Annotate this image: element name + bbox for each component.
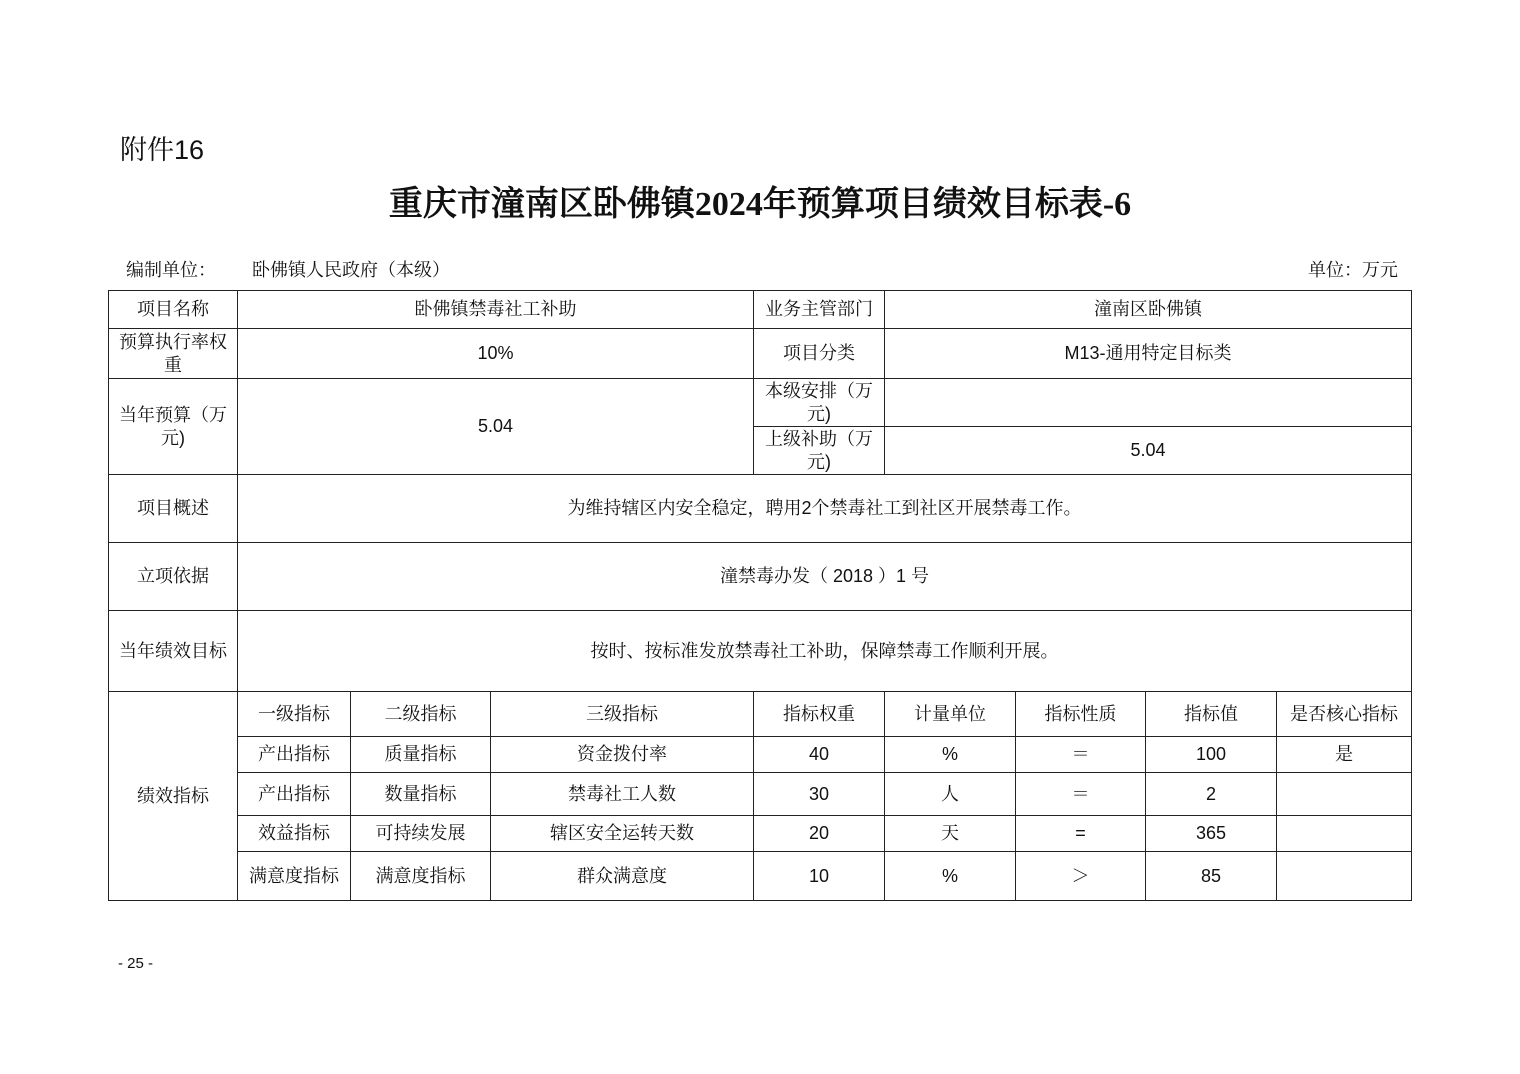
document-title: 重庆市潼南区卧佛镇2024年预算项目绩效目标表-6 xyxy=(388,186,1132,223)
indicator-cell: % xyxy=(885,737,1016,773)
performance-table xyxy=(108,290,1412,901)
indicator-header: 三级指标 xyxy=(491,692,754,737)
indicator-cell: % xyxy=(885,852,1016,901)
indicator-cell: 满意度指标 xyxy=(351,852,491,901)
indicator-cell: 30 xyxy=(754,773,885,816)
indicator-cell xyxy=(1277,816,1412,852)
category-value: M13-通用特定目标类 xyxy=(885,329,1412,379)
indicator-cell: 产出指标 xyxy=(238,737,351,773)
indicator-row xyxy=(109,773,1412,816)
indicator-cell: 资金拨付率 xyxy=(491,737,754,773)
budget-value: 5.04 xyxy=(238,379,754,475)
indicator-cell: 可持续发展 xyxy=(351,816,491,852)
project-name-value: 卧佛镇禁毒社工补助 xyxy=(238,291,754,329)
indicator-cell: 85 xyxy=(1146,852,1277,901)
org-label: 编制单位： xyxy=(126,260,216,280)
indicator-header: 指标权重 xyxy=(754,692,885,737)
unit-label: 单位：万元 xyxy=(1308,260,1398,280)
indicator-row xyxy=(109,852,1412,901)
attachment-label: 附件16 xyxy=(120,135,205,165)
indicator-row xyxy=(109,816,1412,852)
project-name-label: 项目名称 xyxy=(109,291,238,329)
superior-funding-value: 5.04 xyxy=(885,427,1412,475)
indicator-cell: ＝ xyxy=(1016,773,1146,816)
superior-funding-label: 上级补助（万元) xyxy=(754,427,885,475)
goal-label: 当年绩效目标 xyxy=(109,611,238,692)
indicator-cell: 产出指标 xyxy=(238,773,351,816)
goal-value: 按时、按标准发放禁毒社工补助，保障禁毒工作顺利开展。 xyxy=(238,611,1412,692)
org-info xyxy=(126,256,450,282)
indicator-header: 计量单位 xyxy=(885,692,1016,737)
org-value: 卧佛镇人民政府（本级） xyxy=(252,260,450,280)
indicator-header: 是否核心指标 xyxy=(1277,692,1412,737)
indicator-cell xyxy=(1277,773,1412,816)
basis-value: 潼禁毒办发（ 2018 ）1 号 xyxy=(238,543,1412,611)
indicator-cell xyxy=(1277,852,1412,901)
indicator-header: 二级指标 xyxy=(351,692,491,737)
indicator-cell: 10 xyxy=(754,852,885,901)
indicator-row xyxy=(109,737,1412,773)
dept-value: 潼南区卧佛镇 xyxy=(885,291,1412,329)
indicator-cell: 效益指标 xyxy=(238,816,351,852)
indicator-cell: 群众满意度 xyxy=(491,852,754,901)
local-funding-value xyxy=(885,379,1412,427)
indicators-section-label: 绩效指标 xyxy=(109,692,238,901)
indicator-cell: 数量指标 xyxy=(351,773,491,816)
indicator-cell: 天 xyxy=(885,816,1016,852)
exec-rate-label: 预算执行率权重 xyxy=(109,329,238,379)
indicator-header: 指标值 xyxy=(1146,692,1277,737)
indicator-cell: ＝ xyxy=(1016,737,1146,773)
indicator-cell: ＞ xyxy=(1016,852,1146,901)
exec-rate-value: 10% xyxy=(238,329,754,379)
dept-label: 业务主管部门 xyxy=(754,291,885,329)
indicator-cell: 2 xyxy=(1146,773,1277,816)
indicator-cell: 是 xyxy=(1277,737,1412,773)
basis-label: 立项依据 xyxy=(109,543,238,611)
indicator-cell: 20 xyxy=(754,816,885,852)
local-funding-label: 本级安排（万元) xyxy=(754,379,885,427)
indicator-cell: 人 xyxy=(885,773,1016,816)
indicator-cell: 辖区安全运转天数 xyxy=(491,816,754,852)
indicator-cell: 40 xyxy=(754,737,885,773)
category-label: 项目分类 xyxy=(754,329,885,379)
indicator-cell: 100 xyxy=(1146,737,1277,773)
indicator-header: 指标性质 xyxy=(1016,692,1146,737)
page-number: - 25 - xyxy=(118,955,154,972)
indicator-cell: 365 xyxy=(1146,816,1277,852)
indicator-cell: 满意度指标 xyxy=(238,852,351,901)
overview-label: 项目概述 xyxy=(109,475,238,543)
indicator-header: 一级指标 xyxy=(238,692,351,737)
overview-value: 为维持辖区内安全稳定，聘用2个禁毒社工到社区开展禁毒工作。 xyxy=(238,475,1412,543)
indicator-cell: = xyxy=(1016,816,1146,852)
indicator-cell: 质量指标 xyxy=(351,737,491,773)
indicator-cell: 禁毒社工人数 xyxy=(491,773,754,816)
budget-label: 当年预算（万元) xyxy=(109,379,238,475)
